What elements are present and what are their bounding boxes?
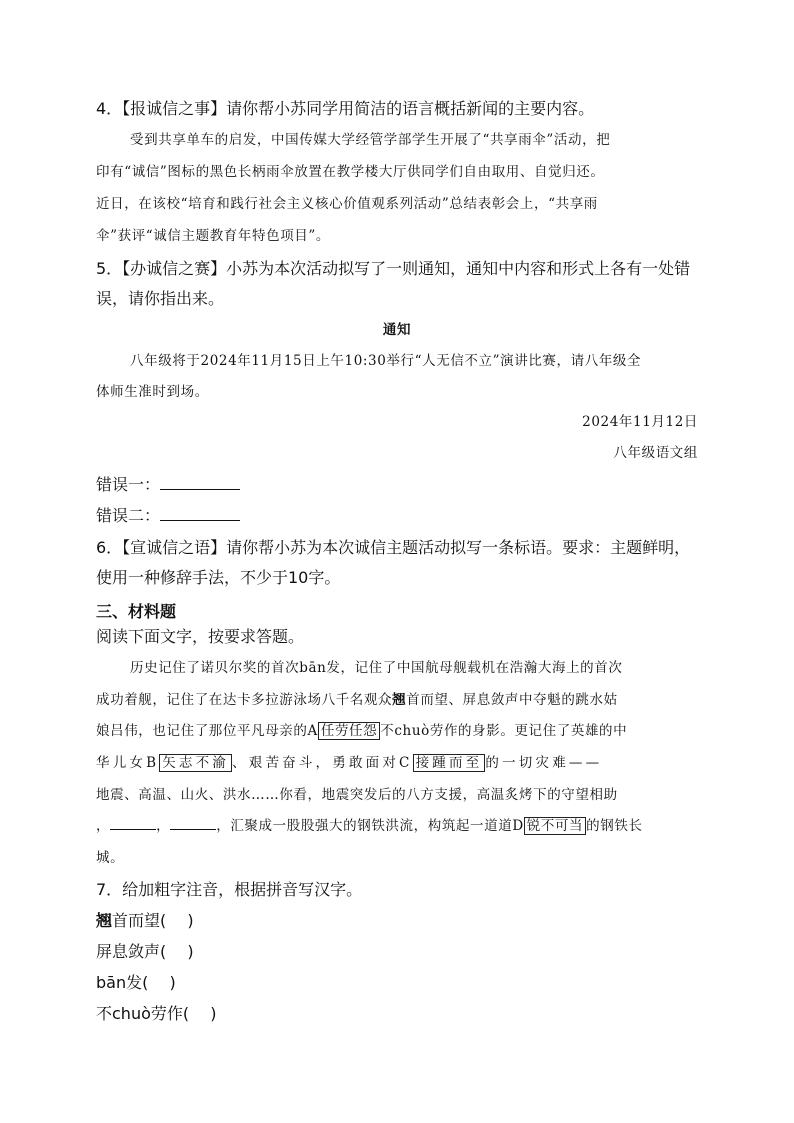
question-6-line-1: 6．【宣诚信之语】请你帮小苏为本次诚信主题活动拟写一条标语。要求：主题鲜明， [96, 538, 691, 557]
notice-body-line-2: 体师生准时到场。 [96, 384, 209, 400]
q7-word: 不chuò劳作 [96, 1004, 183, 1023]
question-5-line-2: 误，请你指出来。 [96, 289, 225, 308]
bold-char-qiao: 翘 [392, 692, 407, 708]
q7-word: 屏息敛声 [96, 942, 161, 961]
passage-line-5: 地震、高温、山火、洪水……你看，地震突发后的八方支援，高温炙烤下的守望相助 [96, 787, 618, 803]
boxed-idiom-c: 接踵而至 [413, 754, 486, 772]
error-2-row [96, 503, 240, 526]
q7-answer-paren[interactable]: ( ) [160, 911, 194, 930]
q7-answer-paren[interactable]: ( ) [142, 973, 176, 992]
notice-title: 通知 [382, 322, 412, 338]
error-2-label: 错误二： [96, 506, 161, 525]
passage-blank-1[interactable] [110, 828, 156, 830]
section-3-instruction: 阅读下面文字，按要求答题。 [96, 627, 305, 646]
passage-text: 、艰苦奋斗，勇敢面对C [232, 755, 413, 771]
passage-text: 的一切灾难—— [485, 755, 603, 771]
passage-line-2 [96, 688, 618, 708]
q7-word: 首而望 [112, 911, 161, 930]
passage-line-1: 历史记住了诺贝尔奖的首次bān发，记住了中国航母舰载机在浩瀚大海上的首次 [130, 660, 623, 676]
question-4: 4．【报诚信之事】请你帮小苏同学用简洁的语言概括新闻的主要内容。 [96, 99, 595, 118]
news-line-2: 印有“诚信”图标的黑色长柄雨伞放置在教学楼大厅供同学们自由取用、自觉归还。 [96, 164, 605, 180]
notice-signer: 八年级语文组 [613, 445, 698, 461]
error-1-label: 错误一： [96, 475, 161, 494]
bold-char-qiao: 翘 [96, 911, 113, 930]
q7-word: bān发 [96, 973, 143, 992]
boxed-idiom-b: 矢志不渝 [159, 754, 232, 772]
passage-text: 娘吕伟，也记住了那位平凡母亲的A [96, 723, 318, 739]
passage-text: 首而望、屏息敛声中夺魁的跳水姑 [406, 692, 618, 708]
passage-text: 不chuò劳作的身影。更记住了英雄的中 [380, 723, 628, 739]
news-line-1: 受到共享单车的启发，中国传媒大学经管学部学生开展了“共享雨伞”活动，把 [130, 132, 611, 148]
question-7: 7．给加粗字注音，根据拼音写汉字。 [96, 880, 363, 899]
error-1-blank[interactable] [160, 488, 240, 490]
passage-line-6 [96, 814, 643, 834]
passage-text: 成功着舰，记住了在达卡多拉游泳场八千名观众 [96, 692, 393, 708]
error-1-row [96, 472, 240, 495]
passage-text: ，汇聚成一股股强大的钢铁洪流，构筑起一道道D [216, 818, 524, 834]
question-6-line-2: 使用一种修辞手法，不少于10字。 [96, 568, 341, 587]
boxed-idiom-a: 任劳任怨 [318, 722, 380, 740]
passage-line-4 [96, 751, 602, 771]
q7-item-3 [96, 970, 176, 993]
section-3-heading: 三、材料题 [96, 602, 177, 621]
notice-date: 2024年11月12日 [582, 414, 698, 430]
q7-item-2 [96, 939, 194, 962]
q7-answer-paren[interactable]: ( ) [160, 942, 194, 961]
question-5-line-1: 5．【办诚信之赛】小苏为本次活动拟写了一则通知，通知中内容和形式上各有一处错 [96, 259, 691, 278]
passage-text: 的钢铁长 [586, 818, 643, 834]
q7-item-1 [96, 908, 194, 931]
passage-text: 华儿女B [96, 755, 160, 771]
passage-line-3 [96, 719, 627, 739]
passage-text: ， [156, 818, 171, 834]
passage-blank-2[interactable] [170, 828, 216, 830]
news-line-4: 伞”获评“诚信主题教育年特色项目”。 [96, 228, 331, 244]
q7-item-4 [96, 1001, 216, 1024]
error-2-blank[interactable] [160, 519, 240, 521]
passage-text: ， [96, 818, 111, 834]
boxed-idiom-d: 锐不可当 [524, 817, 586, 835]
news-line-3: 近日，在该校“培育和践行社会主义核心价值观系列活动”总结表彰会上，“共享雨 [96, 196, 598, 212]
passage-line-7: 城。 [96, 850, 125, 866]
notice-body-line-1: 八年级将于2024年11月15日上午10:30举行“人无信不立”演讲比赛，请八年级全 [130, 353, 642, 369]
q7-answer-paren[interactable]: ( ) [182, 1004, 217, 1023]
